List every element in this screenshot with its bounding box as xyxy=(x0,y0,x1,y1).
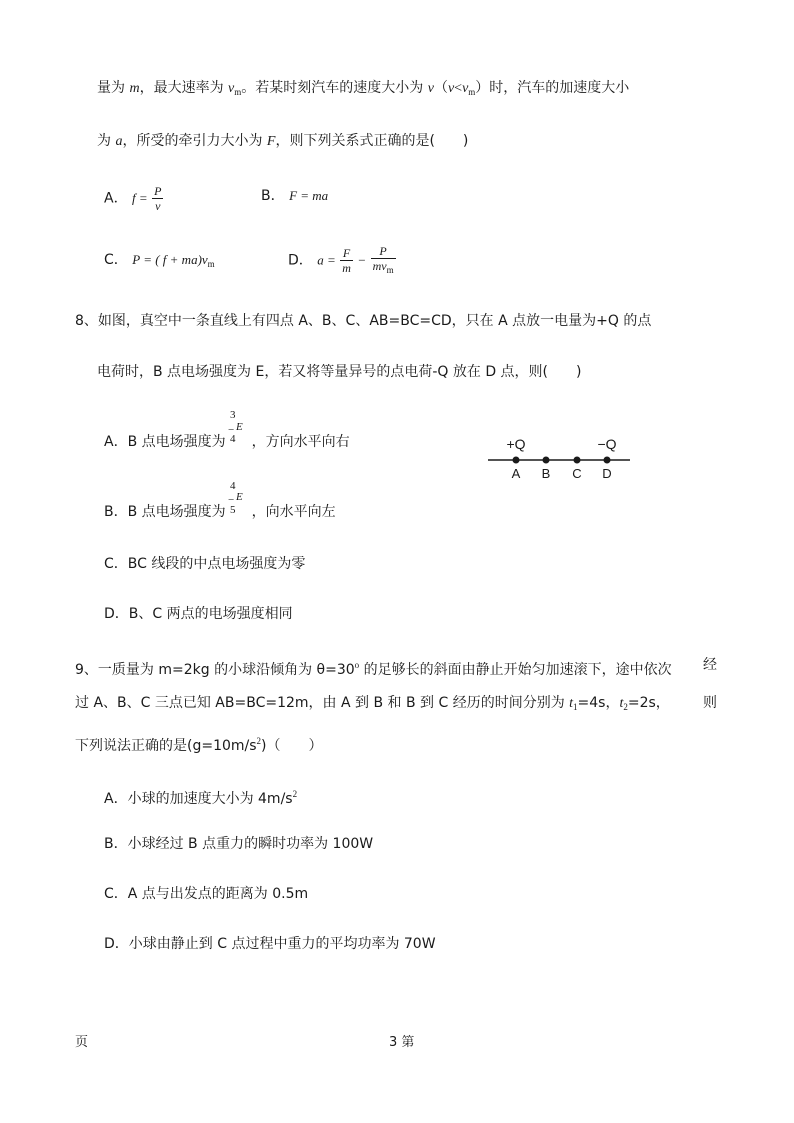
point-a-label: A xyxy=(511,466,521,481)
option-label: D． xyxy=(288,252,313,269)
sub-1: 1 xyxy=(573,702,578,712)
q8-line1: 8、如图，真空中一条直线上有四点 A、B、C、AB=BC=CD，只在 A 点放一电量为+Q 的点 xyxy=(75,313,652,329)
diagram-svg xyxy=(486,428,636,484)
text: ，最大速率为 xyxy=(139,80,229,96)
denominator: mv xyxy=(372,259,387,273)
footer-page-number: 3 第 xyxy=(389,1035,415,1050)
q8-option-a xyxy=(104,432,350,452)
denominator: m xyxy=(342,261,351,275)
q8-option-a-denominator: 4 xyxy=(230,433,236,445)
var-a: a xyxy=(115,134,123,149)
footer-left: 页 xyxy=(75,1035,89,1050)
charge-line-diagram xyxy=(486,428,636,484)
prev-option-d xyxy=(288,244,396,277)
text: =2s， xyxy=(627,695,670,711)
q8-option-c: C．BC 线段的中点电场强度为零 xyxy=(104,556,306,572)
var-m: m xyxy=(129,81,140,96)
numerator: P xyxy=(371,244,396,259)
point-d-label: D xyxy=(602,466,612,481)
formula: F = ma xyxy=(289,188,329,203)
q9-option-a xyxy=(104,784,297,809)
q8-line2: 电荷时，B 点电场强度为 E，若又将等量异号的点电荷-Q 放在 D 点，则( ) xyxy=(97,364,582,380)
q8-option-b-E xyxy=(236,491,243,503)
q8-option-b-numerator: 4 xyxy=(230,480,236,492)
q9-line2-tail: 则 xyxy=(703,695,717,711)
q8-option-a-E xyxy=(236,421,243,433)
charge-positive-label: +Q xyxy=(506,436,526,452)
option-text: ，方向水平向右 xyxy=(251,434,350,450)
q8-option-a-bar: − xyxy=(228,424,235,436)
minus-sign: − xyxy=(357,252,367,268)
point-b-label: B xyxy=(541,466,551,481)
option-label: B．B 点电场强度为 xyxy=(104,504,226,520)
q8-option-b xyxy=(104,502,336,522)
point-c-label: C xyxy=(572,466,582,481)
sub-m: m xyxy=(207,259,215,269)
q9-option-b: B．小球经过 B 点重力的瞬时功率为 100W xyxy=(104,836,374,852)
var-v: v xyxy=(447,81,455,96)
sub-m: m xyxy=(386,265,394,275)
q9-line1 xyxy=(75,655,672,680)
superscript-2: 2 xyxy=(256,736,262,746)
text: )（ ） xyxy=(261,738,323,754)
denominator: v xyxy=(155,199,161,213)
paren: ） xyxy=(475,80,490,96)
text: 时，汽车的加速度大小 xyxy=(489,80,630,96)
q8-option-d: D．B、C 两点的电场强度相同 xyxy=(104,606,293,622)
text: ，所受的牵引力大小为 xyxy=(122,133,267,149)
var-E: E xyxy=(236,491,243,503)
option-text: ，向水平向左 xyxy=(251,504,336,520)
charge-negative-label: −Q xyxy=(597,436,617,452)
text: 。若某时刻汽车的速度大小为 xyxy=(241,80,428,96)
text: 的足够长的斜面由静止开始匀加速滚下，途中依次 xyxy=(359,662,672,678)
fraction xyxy=(152,184,163,213)
text: 为 xyxy=(97,133,116,149)
point-b-dot xyxy=(543,457,550,464)
q9-option-c: C．A 点与出发点的距离为 0.5m xyxy=(104,886,309,902)
text: 下列说法正确的是(g=10m/s xyxy=(75,738,257,754)
var-F: F xyxy=(266,134,276,149)
q8-option-b-denominator: 5 xyxy=(230,504,236,516)
text: ，则下列关系式正确的是( ) xyxy=(275,133,469,149)
sub-m: m xyxy=(468,87,476,97)
var-v: v xyxy=(427,81,434,96)
var-t: t xyxy=(619,696,624,711)
var-v: v xyxy=(228,81,235,96)
formula: P = ( f + ma)v xyxy=(132,252,208,267)
numerator: P xyxy=(154,184,162,198)
option-label: A． xyxy=(104,190,128,207)
formula: a = xyxy=(317,252,336,268)
formula: f = xyxy=(132,190,148,206)
sub-2: 2 xyxy=(623,702,628,712)
prev-question-line1 xyxy=(97,78,629,102)
q8-option-b-bar: − xyxy=(228,494,235,506)
text: 9、一质量为 m=2kg 的小球沿倾角为 θ=30 xyxy=(75,662,355,678)
option-label: A．B 点电场强度为 xyxy=(104,434,226,450)
numerator: F xyxy=(340,246,353,261)
option-label: C． xyxy=(104,252,128,268)
option-text: A．小球的加速度大小为 4m/s xyxy=(104,791,293,807)
superscript-2: 2 xyxy=(292,789,298,799)
text: 量为 xyxy=(97,80,130,96)
text: =4s， xyxy=(577,695,620,711)
q9-line3 xyxy=(75,731,323,756)
q9-option-d: D．小球由静止到 C 点过程中重力的平均功率为 70W xyxy=(104,936,436,952)
paren: （ xyxy=(433,80,448,96)
q8-option-a-numerator: 3 xyxy=(230,409,236,421)
point-c-dot xyxy=(574,457,581,464)
point-d-dot xyxy=(604,457,611,464)
point-a-dot xyxy=(513,457,520,464)
var-v: v xyxy=(462,81,469,96)
q9-line1-tail: 经 xyxy=(703,657,717,673)
fraction xyxy=(371,244,396,277)
degree-sign: o xyxy=(354,660,360,670)
var-t: t xyxy=(569,696,574,711)
text: 过 A、B、C 三点已知 AB=BC=12m，由 A 到 B 和 B 到 C 经历的时间分别为 xyxy=(75,695,570,711)
q9-line2 xyxy=(75,693,670,717)
var-E: E xyxy=(236,421,243,433)
option-label: B． xyxy=(261,188,285,204)
prev-option-c xyxy=(104,250,215,274)
fraction xyxy=(340,246,353,275)
lt-sign: < xyxy=(454,81,463,96)
prev-option-b xyxy=(261,186,328,206)
prev-question-line2 xyxy=(97,131,468,152)
sub-m: m xyxy=(234,87,242,97)
prev-option-a xyxy=(104,184,163,213)
